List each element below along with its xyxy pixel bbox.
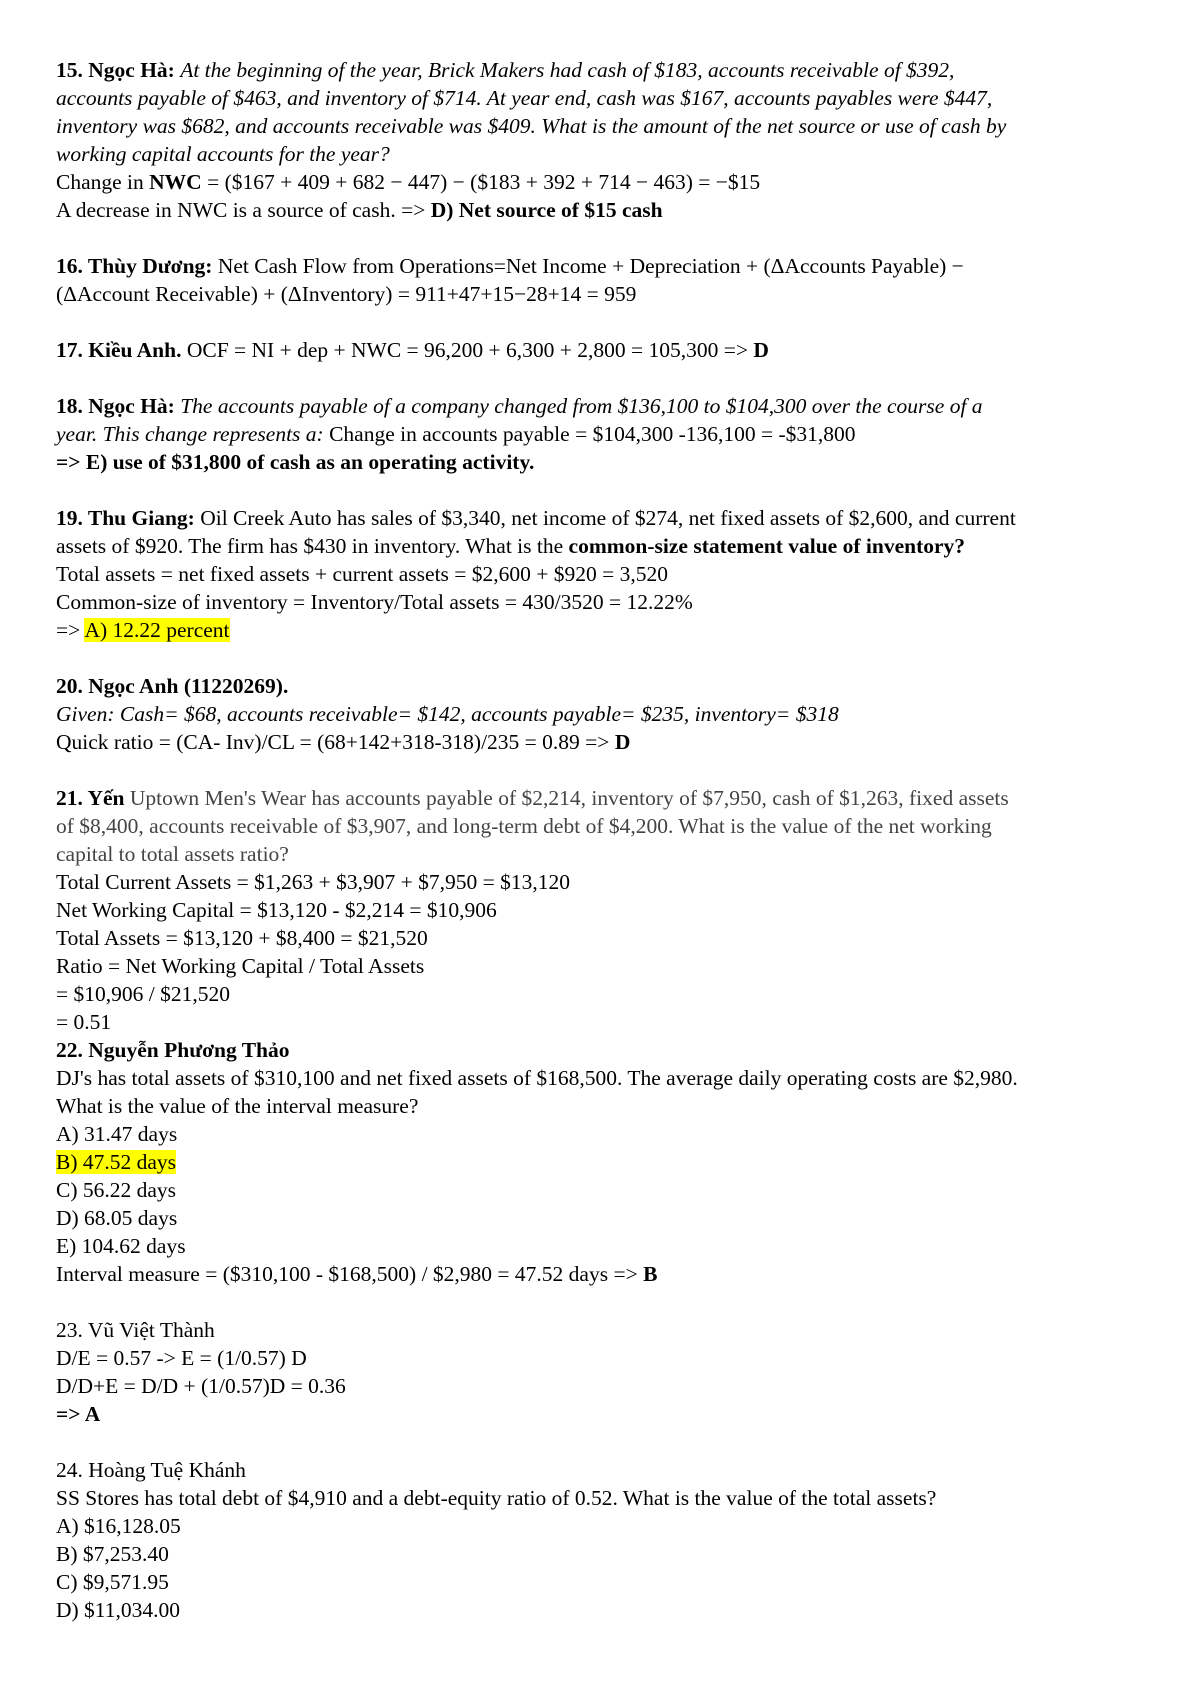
q19-line-1: 19. Thu Giang: Oil Creek Auto has sales of $3,340, net income of $274, net fixed assets of $2,600, and current: [56, 506, 1016, 530]
q15-answer: A decrease in NWC is a source of cash. => D) Net source of $15 cash: [56, 198, 663, 222]
q18-line-2: year. This change represents a: Change in accounts payable = $104,300 -136,100 = -$31,800: [56, 422, 856, 446]
q24-option-d: D) $11,034.00: [56, 1598, 181, 1622]
question-22: [56, 1036, 1160, 1288]
q23-answer: => A: [56, 1402, 101, 1426]
q16-line-2: (ΔAccount Receivable) + (ΔInventory) = 911+47+15−28+14 = 959: [56, 282, 637, 306]
q17-line-1: 17. Kiều Anh. OCF = NI + dep + NWC = 96,200 + 6,300 + 2,800 = 105,300 => D: [56, 338, 769, 362]
highlighted-answer: A) 12.22 percent: [84, 618, 230, 642]
question-19: [56, 504, 1160, 644]
q21-answer: = 0.51: [56, 1010, 112, 1034]
q19-line-3: Total assets = net fixed assets + current assets = $2,600 + $920 = 3,520: [56, 562, 669, 586]
q22-option-e: E) 104.62 days: [56, 1234, 186, 1258]
q19-answer: => A) 12.22 percent: [56, 618, 230, 642]
q21-line-3: capital to total assets ratio?: [56, 842, 289, 866]
q15-number: 15. Ngọc Hà:: [56, 58, 175, 82]
q21-line-6: Total Assets = $13,120 + $8,400 = $21,520: [56, 926, 428, 950]
spacer: [56, 644, 1160, 672]
q17-number: 17. Kiều Anh.: [56, 338, 182, 362]
q24-line-1: SS Stores has total debt of $4,910 and a debt-equity ratio of 0.52. What is the value of the total assets?: [56, 1486, 937, 1510]
q20-answer: Quick ratio = (CA- Inv)/CL = (68+142+318-318)/235 = 0.89 => D: [56, 730, 631, 754]
q24-option-a: A) $16,128.05: [56, 1514, 181, 1538]
q24-option-c: C) $9,571.95: [56, 1570, 169, 1594]
question-24: [56, 1456, 1160, 1624]
q18-answer: => E) use of $31,800 of cash as an operating activity.: [56, 450, 535, 474]
q21-line-8: = $10,906 / $21,520: [56, 982, 230, 1006]
q23-line-1: D/E = 0.57 -> E = (1/0.57) D: [56, 1346, 307, 1370]
question-21: [56, 784, 1160, 1036]
spacer: [56, 224, 1160, 252]
q15-line-2: accounts payable of $463, and inventory of $714. At year end, cash was $167, accounts payables were $447,: [56, 86, 993, 110]
q21-line-1: 21. Yến Uptown Men's Wear has accounts payable of $2,214, inventory of $7,950, cash of $1,263, fixed assets: [56, 786, 1009, 810]
q22-option-b: [56, 1148, 1160, 1176]
q19-line-2: assets of $920. The firm has $430 in inventory. What is the common-size statement value of inventory?: [56, 534, 966, 558]
q21-line-2: of $8,400, accounts receivable of $3,907, and long-term debt of $4,200. What is the value of the net working: [56, 814, 992, 838]
q20-line-1: Given: Cash= $68, accounts receivable= $142, accounts payable= $235, inventory= $318: [56, 702, 839, 726]
spacer: [56, 476, 1160, 504]
q19-number: 19. Thu Giang:: [56, 506, 195, 530]
q22-number: 22. Nguyễn Phương Thảo: [56, 1038, 290, 1062]
q19-line-4: Common-size of inventory = Inventory/Total assets = 430/3520 = 12.22%: [56, 590, 693, 614]
question-18: [56, 392, 1160, 476]
spacer: [56, 1288, 1160, 1316]
spacer: [56, 1428, 1160, 1456]
q24-number: 24. Hoàng Tuệ Khánh: [56, 1458, 246, 1482]
question-17: [56, 336, 1160, 364]
q18-number: 18. Ngọc Hà:: [56, 394, 175, 418]
question-20: [56, 672, 1160, 756]
q24-option-b: B) $7,253.40: [56, 1542, 169, 1566]
q21-number: 21. Yến: [56, 786, 125, 810]
q22-option-c: C) 56.22 days: [56, 1178, 177, 1202]
highlighted-answer: B) 47.52 days: [56, 1150, 177, 1174]
q16-number: 16. Thùy Dương:: [56, 254, 213, 278]
q23-line-2: D/D+E = D/D + (1/0.57)D = 0.36: [56, 1374, 346, 1398]
q18-line-1: 18. Ngọc Hà: The accounts payable of a company changed from $136,100 to $104,300 over the course of a: [56, 394, 983, 418]
q22-option-d: D) 68.05 days: [56, 1206, 178, 1230]
q22-line-1: DJ's has total assets of $310,100 and net fixed assets of $168,500. The average daily operating costs are $2,980.: [56, 1066, 1018, 1090]
q20-number: 20. Ngọc Anh (11220269).: [56, 674, 289, 698]
question-16: [56, 252, 1160, 308]
spacer: [56, 364, 1160, 392]
question-15: [56, 56, 1160, 224]
q16-line-1: 16. Thùy Dương: Net Cash Flow from Operations=Net Income + Depreciation + (ΔAccounts Payable) −: [56, 254, 964, 278]
q22-answer: Interval measure = ($310,100 - $168,500) / $2,980 = 47.52 days => B: [56, 1262, 658, 1286]
q22-line-2: What is the value of the interval measure?: [56, 1094, 419, 1118]
q23-number: 23. Vũ Việt Thành: [56, 1318, 215, 1342]
spacer: [56, 756, 1160, 784]
q21-line-5: Net Working Capital = $13,120 - $2,214 = $10,906: [56, 898, 497, 922]
q15-line-4: working capital accounts for the year?: [56, 142, 390, 166]
q21-line-4: Total Current Assets = $1,263 + $3,907 + $7,950 = $13,120: [56, 870, 571, 894]
q15-line-3: inventory was $682, and accounts receivable was $409. What is the amount of the net source or use of cash by: [56, 114, 1007, 138]
question-23: [56, 1316, 1160, 1428]
q22-option-a: A) 31.47 days: [56, 1122, 178, 1146]
q15-line-1: 15. Ngọc Hà: At the beginning of the year, Brick Makers had cash of $183, accounts receivable of $392,: [56, 58, 955, 82]
q15-line-5: Change in NWC = ($167 + 409 + 682 − 447) − ($183 + 392 + 714 − 463) = −$15: [56, 170, 761, 194]
spacer: [56, 308, 1160, 336]
q21-line-7: Ratio = Net Working Capital / Total Assets: [56, 954, 425, 978]
